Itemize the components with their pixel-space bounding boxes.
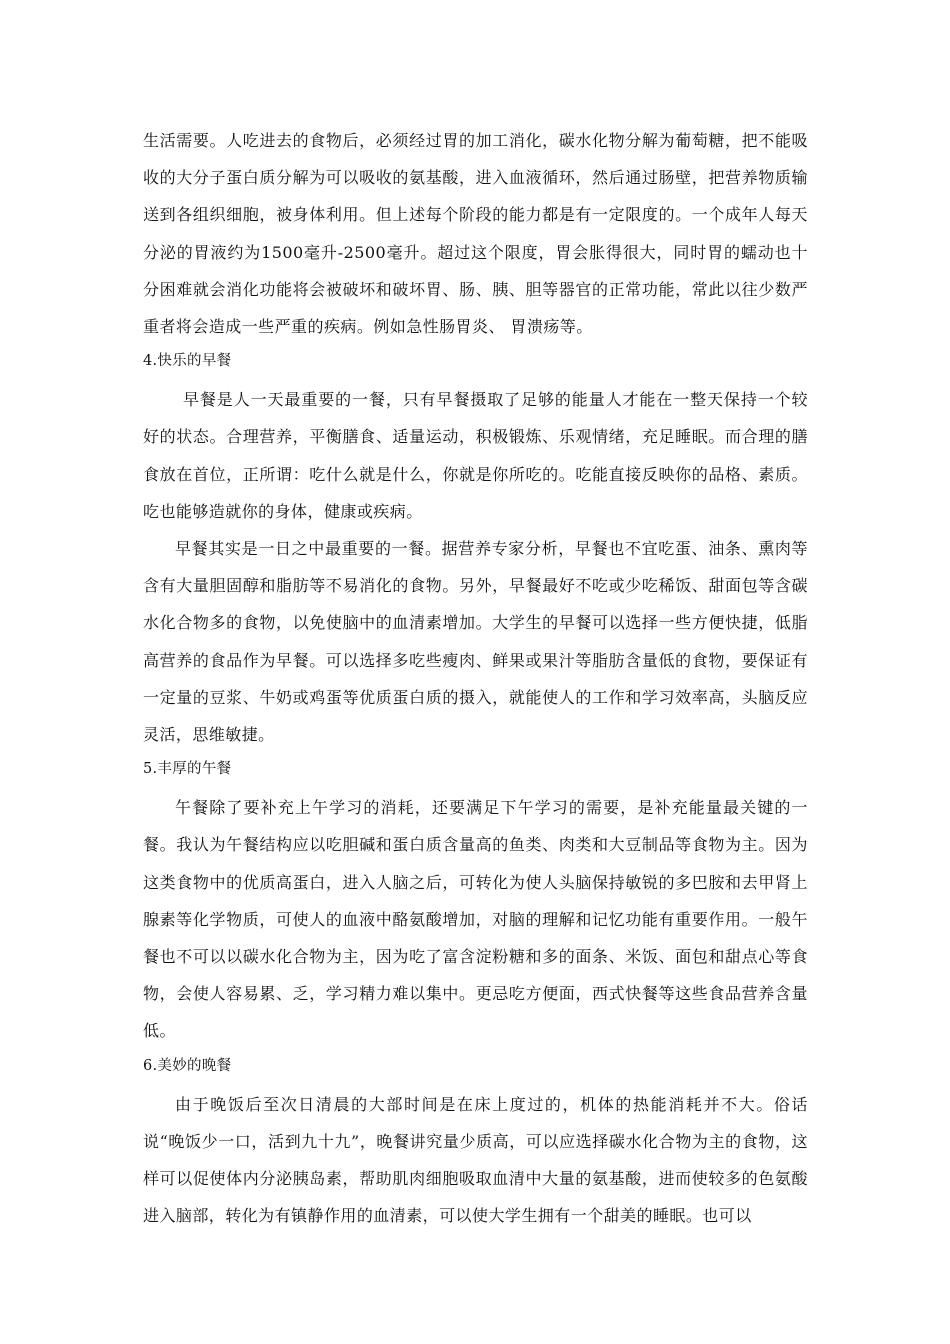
paragraph-breakfast-advice: 早餐其实是一日之中最重要的一餐。据营养专家分析，早餐也不宜吃蛋、油条、熏肉等含有大量胆固醇和脂肪等不易消化的食物。另外，早餐最好不吃或少吃稀饭、甜面包等含碳水化合物多的食物，以免使脑中的血清素增加。大学生的早餐可以选择一些方便快捷，低脂高营养的食品作为早餐。可以选择多吃些瘦肉、鲜果或果汁等脂肪含量低的食物，要保证有一定量的豆浆、牛奶或鸡蛋等优质蛋白质的摄入，就能使人的工作和学习效率高，头脑反应灵活，思维敏捷。	[143, 539, 808, 745]
paragraph-dinner: 由于晚饭后至次日清晨的大部时间是在床上度过的，机体的热能消耗并不大。俗话说“晚饭少一口，活到九十九”，晚餐讲究量少质高，可以应选择碳水化合物为主的食物，这样可以促使体内分泌胰岛素，帮助肌肉细胞吸取血清中大量的氨基酸，进而使较多的色氨酸进入脑部，转化为有镇静作用的血清素，可以使大学生拥有一个甜美的睡眠。也可以	[143, 1094, 808, 1226]
paragraph-lunch: 午餐除了要补充上午学习的消耗，还要满足下午学习的需要，是补充能量最关键的一餐。我认为午餐结构应以吃胆碱和蛋白质含量高的鱼类、肉类和大豆制品等食物为主。因为这类食物中的优质高蛋白，进入人脑之后，可转化为使人头脑保持敏锐的多巴胺和去甲肾上腺素等化学物质，可使人的血液中酪氨酸增加，对脑的理解和记忆功能有重要作用。一般午餐也不可以以碳水化合物为主，因为吃了富含淀粉糖和多的面条、米饭、面包和甜点心等食物，会使人容易累、乏，学习精力难以集中。更忌吃方便面，西式快餐等这些食品营养含量低。	[143, 798, 808, 1041]
document-page	[143, 122, 808, 1234]
heading-lunch: 5.丰厚的午餐	[143, 761, 232, 778]
heading-dinner: 6.美妙的晚餐	[143, 1057, 232, 1074]
heading-breakfast: 4.快乐的早餐	[143, 353, 232, 370]
paragraph-digestion: 生活需要。人吃进去的食物后，必须经过胃的加工消化，碳水化物分解为葡萄糖，把不能吸收的大分子蛋白质分解为可以吸收的氨基酸，进入血液循环，然后通过肠壁，把营养物质输送到各组织细胞，被身体利用。但上述每个阶段的能力都是有一定限度的。一个成年人每天分泌的胃液约为1500毫升-2500毫升。超过这个限度，胃会胀得很大，同时胃的蠕动也十分困难就会消化功能将会被破坏和破坏胃、肠、胰、胆等器官的正常功能，常此以往少数严重者将会造成一些严重的疾病。例如急性肠胃炎、 胃溃疡等。	[143, 131, 808, 337]
paragraph-breakfast-importance: 早餐是人一天最重要的一餐，只有早餐摄取了足够的能量人才能在一整天保持一个较好的状态。合理营养，平衡膳食、适量运动，积极锻炼、乐观情绪，充足睡眠。而合理的膳食放在首位，正所谓：吃什么就是什么，你就是你所吃的。吃能直接反映你的品格、素质。吃也能够造就你的身体，健康或疾病。	[143, 390, 808, 521]
